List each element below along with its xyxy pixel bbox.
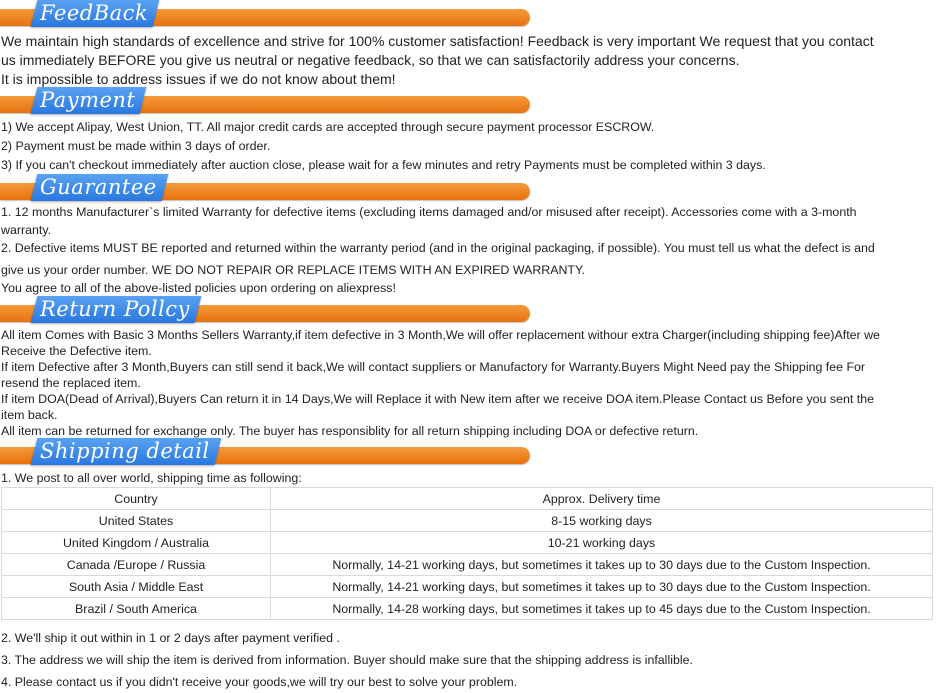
table-cell-delivery: Normally, 14-28 working days, but sometimes it takes up to 45 days due to the Custom Inspection. [271, 598, 933, 620]
feedback-line: us immediately BEFORE you give us neutral or negative feedback, so that we can satisfactorily address your concerns. [1, 52, 740, 68]
banner-tab [31, 174, 168, 201]
feedback-line: We maintain high standards of excellence and strive for 100% customer satisfaction! Feedback is very important We request that you contact [1, 33, 874, 49]
table-cell-country: South Asia / Middle East [2, 576, 271, 598]
guarantee-line: 1. 12 months Manufacturer`s limited Warranty for defective items (excluding items damaged and/or misused after receipt). Accessories come with a 3-month [1, 205, 857, 219]
shipping-title: Shipping detail [40, 439, 210, 463]
return-line: item back. [1, 408, 58, 422]
payment-line: 1) We accept Alipay, West Union, TT. All major credit cards are accepted through secure payment processor ESCROW. [1, 120, 655, 134]
guarantee-text-1 [1, 203, 857, 239]
payment-line: 3) If you can't checkout immediately after auction close, please wait for a few minutes and retry Payments must be completed within 3 days. [1, 158, 766, 172]
shipping-note: 3. The address we will ship the item is derived from information. Buyer should make sure that the shipping address is infallible. [1, 653, 693, 667]
guarantee-banner [0, 174, 532, 206]
return-line: If item DOA(Dead of Arrival),Buyers Can return it in 14 Days,We will Replace it with New item after we receive DOA item.Please Contact us Before you sent the [1, 392, 874, 406]
guarantee-line: 2. Defective items MUST BE reported and returned within the warranty period (and in the original packaging, if possible). You must tell us what the defect is and [1, 241, 875, 255]
shipping-note: 4. Please contact us if you didn't receive your goods,we will try our best to solve your problem. [1, 675, 518, 689]
table-cell-delivery: Normally, 14-21 working days, but sometimes it takes up to 30 days due to the Custom Inspection. [271, 554, 933, 576]
banner-tab [31, 296, 202, 323]
table-cell-delivery: Normally, 14-21 working days, but sometimes it takes up to 30 days due to the Custom Inspection. [271, 576, 933, 598]
guarantee-line: warranty. [1, 223, 52, 237]
table-header-delivery: Approx. Delivery time [271, 488, 933, 510]
return-line: All item Comes with Basic 3 Months Sellers Warranty,if item defective in 3 Month,We will offer replacement withour extra Charger(including shipping fee)After we [1, 328, 880, 342]
shipping-notes [1, 627, 693, 693]
payment-line: 2) Payment must be made within 3 days of order. [1, 139, 271, 153]
return-line: If item Defective after 3 Month,Buyers can still send it back,We will contact suppliers or Manufactory for Warranty.Buyers Might Need pay the Shipping fee For [1, 360, 866, 374]
guarantee-text-3 [1, 279, 396, 297]
return-line: resend the replaced item. [1, 376, 141, 390]
shipping-banner [0, 438, 532, 470]
payment-title: Payment [40, 88, 136, 112]
guarantee-line: give us your order number. WE DO NOT REPAIR OR REPLACE ITEMS WITH AN EXPIRED WARRANTY. [1, 263, 586, 277]
table-row [2, 598, 933, 620]
payment-banner [0, 87, 532, 119]
table-cell-country: Canada /Europe / Russia [2, 554, 271, 576]
shipping-intro: 1. We post to all over world, shipping time as following: [1, 471, 302, 485]
shipping-note: 2. We'll ship it out within in 1 or 2 days after payment verified . [1, 631, 340, 645]
feedback-line: It is impossible to address issues if we do not know about them! [1, 71, 396, 87]
table-header-row [2, 488, 933, 510]
table-row [2, 554, 933, 576]
table-cell-country: Brazil / South America [2, 598, 271, 620]
table-cell-country: United States [2, 510, 271, 532]
guarantee-text-2 [1, 237, 875, 281]
return-policy-text [1, 327, 880, 439]
table-cell-delivery: 8-15 working days [271, 510, 933, 532]
payment-text [1, 118, 766, 175]
table-header-country: Country [2, 488, 271, 510]
table-row [2, 576, 933, 598]
banner-tab [31, 87, 147, 114]
guarantee-title: Guarantee [40, 175, 157, 199]
shipping-table [1, 487, 933, 620]
return-policy-banner [0, 296, 532, 328]
table-row [2, 532, 933, 554]
banner-tab [31, 438, 221, 465]
return-policy-title: Return Pollcy [40, 297, 190, 321]
table-cell-country: United Kingdom / Australia [2, 532, 271, 554]
banner-tab [31, 0, 160, 27]
feedback-text [1, 32, 874, 89]
table-row [2, 510, 933, 532]
guarantee-line: You agree to all of the above-listed policies upon ordering on aliexpress! [1, 281, 396, 295]
feedback-banner [0, 0, 532, 32]
return-line: Receive the Defective item. [1, 344, 152, 358]
table-cell-delivery: 10-21 working days [271, 532, 933, 554]
feedback-title: FeedBack [40, 1, 149, 25]
return-line: All item can be returned for exchange only. The buyer has responsiblity for all return shipping including DOA or defective return. [1, 424, 699, 438]
